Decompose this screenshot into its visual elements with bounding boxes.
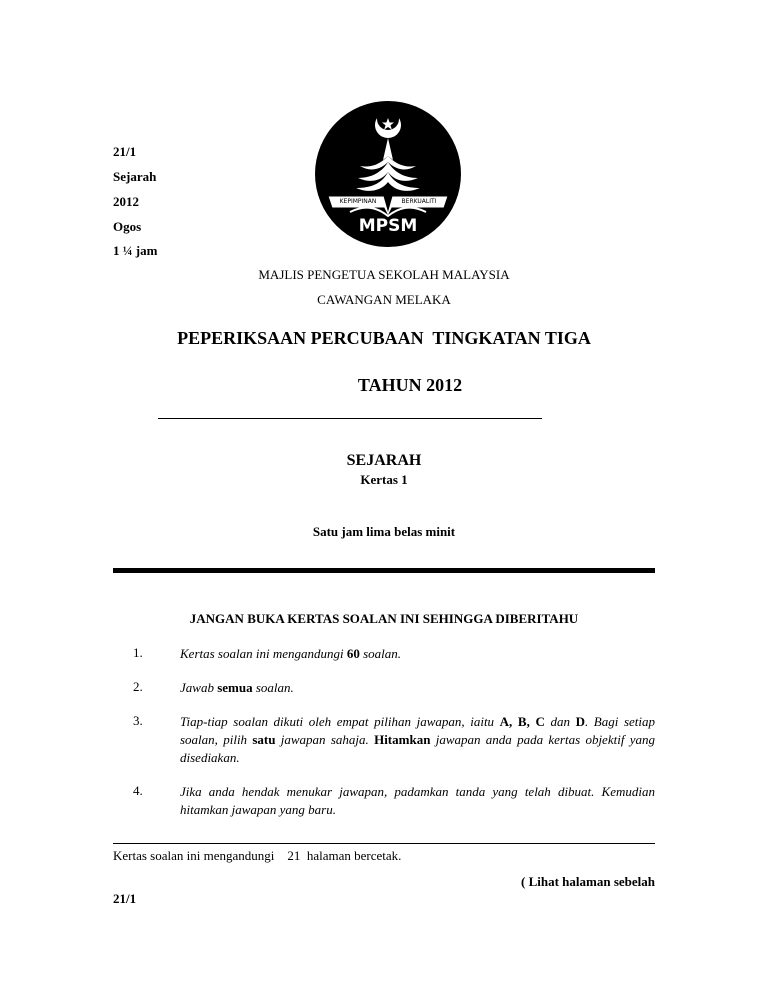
mpsm-logo (314, 100, 462, 248)
instruction-number: 3. (133, 713, 143, 728)
instruction-text: Kertas soalan ini mengandungi 60 soalan. (180, 646, 402, 661)
instruction-number: 4. (133, 783, 143, 798)
exam-year-line: TAHUN 2012 (357, 375, 463, 395)
exam-duration: 1 ¼ jam (113, 243, 158, 258)
paper-code: 21/1 (113, 144, 137, 159)
footer-code: 21/1 (113, 891, 137, 906)
exam-title: PEPERIKSAAN PERCUBAAN TINGKATAN TIGA (177, 328, 591, 348)
instruction-number: 2. (133, 679, 143, 694)
page-count-note: Kertas soalan ini mengandungi 21 halaman bercetak. (113, 848, 402, 863)
logo-acronym: MPSM (358, 216, 418, 236)
logo-text-right: BERKUALITI (401, 198, 437, 205)
instruction-number: 1. (133, 645, 143, 660)
footer-divider (113, 843, 655, 844)
section-divider (113, 568, 655, 573)
exam-month: Ogos (113, 219, 142, 234)
paper-subject: SEJARAH (346, 452, 422, 469)
paper-number: Kertas 1 (360, 472, 408, 487)
instruction-text: Jawab semua soalan. (180, 680, 294, 695)
org-name: MAJLIS PENGETUA SEKOLAH MALAYSIA (258, 267, 510, 282)
exam-year: 2012 (113, 194, 139, 209)
org-branch: CAWANGAN MELAKA (317, 292, 451, 307)
next-page-note: ( Lihat halaman sebelah (521, 874, 655, 889)
subject-name: Sejarah (113, 169, 157, 184)
instructions-heading: JANGAN BUKA KERTAS SOALAN INI SEHINGGA DIBERITAHU (189, 611, 579, 626)
instruction-text: Tiap-tiap soalan dikuti oleh empat pilihan jawapan, iaitu A, B, C dan D. Bagi setiap soalan, pilih satu jawapan sahaja. Hitamkan jawapan anda pada kertas objektif yang disediakan. (180, 714, 656, 765)
instruction-text: Jika anda hendak menukar jawapan, padamkan tanda yang telah dibuat. Kemudian hitamkan jawapan yang baru. (180, 784, 655, 817)
paper-time: Satu jam lima belas minit (312, 524, 456, 539)
logo-text-left: KEPIMPINAN (339, 198, 377, 205)
title-divider (158, 418, 542, 419)
